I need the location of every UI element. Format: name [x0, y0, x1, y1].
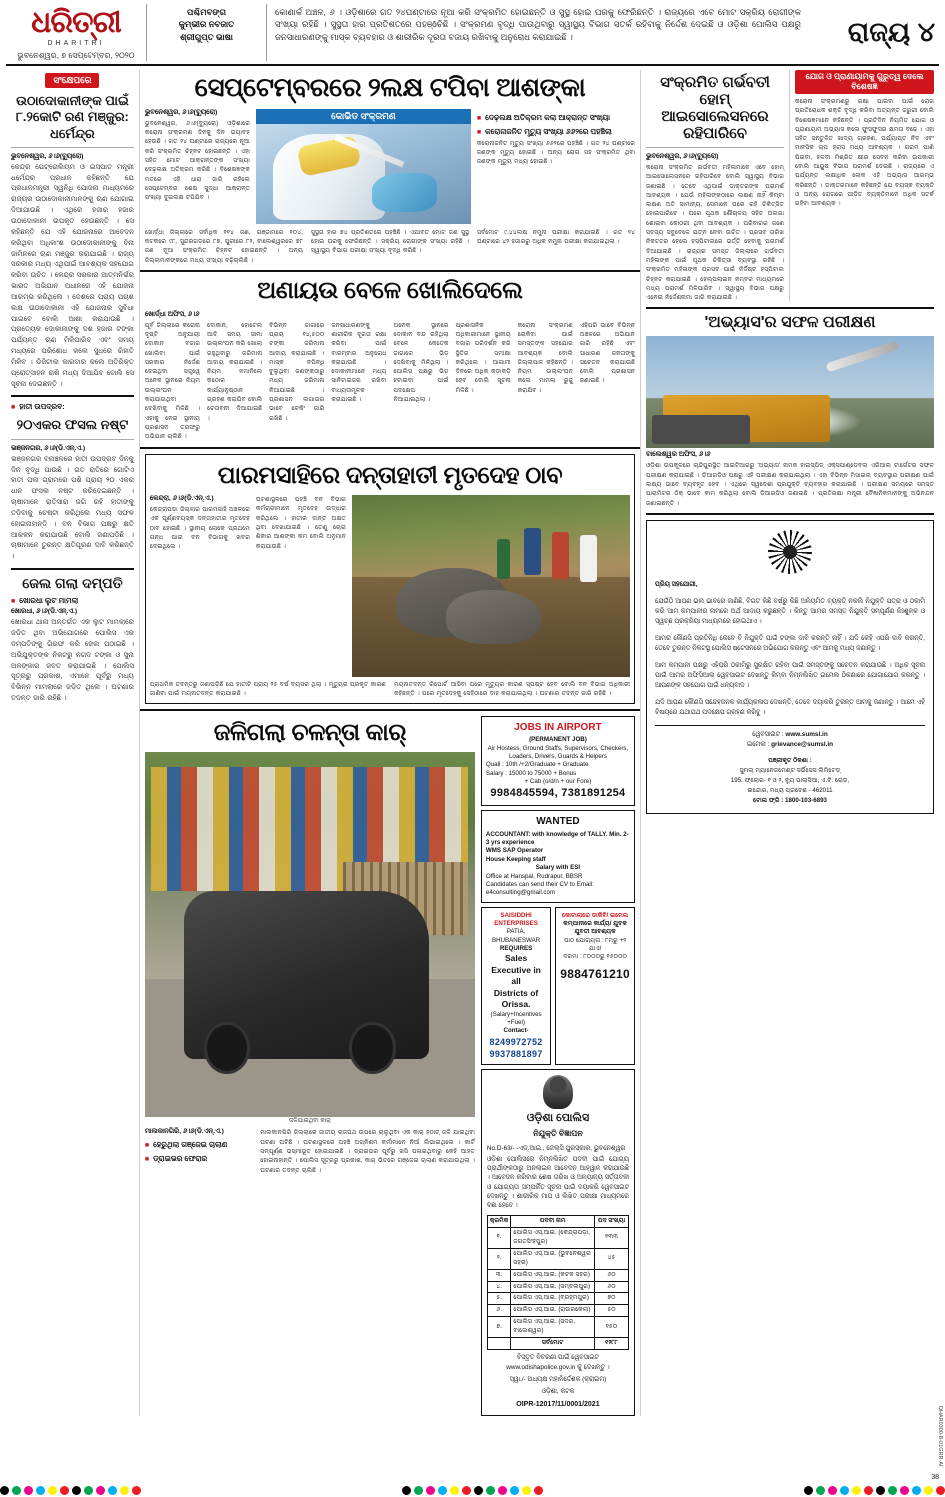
- third-col-1: କେନ୍ଦ୍ରାପଡ଼ା ଜିଲ୍ଲାର ପାରମସାହି ଅଞ୍ଚଳରେ ଏକ ପୂର୍ଣ୍ଣବୟସ୍କ ଦନ୍ତାହାତୀର ମୃତଦେହ ଠାବ ହୋଇଛି । ସ୍ଥାନୀୟ ଲୋକେ ପ୍ରଥମେ ଗନ୍ଧ ପାଇ ବନ ବିଭାଗକୁ ଖବର ଦେଇଥିଲେ ।: [149, 506, 250, 551]
- police-row-post: ପୋଲିସ ଏସ୍.ଆଇ. (ସମ୍ବଲପୁର): [511, 1281, 595, 1293]
- sumul-address-line-2: 195. ଫ୍ଲୋର- ୧ ଓ ୨, ନ୍ୟୁ ପାଲାସିଆ, ଏ.ବି. ରୋଡ,: [730, 776, 850, 784]
- third-headline: ପାରମସାହିରେ ଦନ୍ତାହାତୀ ମୃତଦେହ ଠାବ: [217, 461, 563, 489]
- left-story-1-byline: ଭୁବନେଶ୍ୱର, ୬।୬(ବ୍ୟୁରୋ): [11, 152, 84, 160]
- police-total-count: ୧୨୮୮: [595, 1338, 629, 1350]
- sumul-email-value[interactable]: grievance@sumsl.in: [771, 740, 834, 748]
- section-name: ରାଜ୍ୟ: [847, 16, 911, 47]
- right-story-1-text: କରୋନା ସଂକ୍ରମିତ ଗର୍ଭବତୀ ମହିଳାମାନେ ଏବେ ହୋମ୍ ଆଇସୋଲେସନରେ ରହିପାରିବେ ବୋଲି ସ୍ୱାସ୍ଥ୍ୟ ବିଭାଗ ଜଣାଇଛି । ତେବେ ଏଥିପାଇଁ ଡାକ୍ତରଙ୍କ ପରାମର୍ଶ ଆବଶ୍ୟକ । ଯେଉଁ ମହିଳାଙ୍କଠାରେ ଲକ୍ଷଣ ନାହିଁ କିମ୍ବା ଲକ୍ଷଣ ଅତି ସାମାନ୍ୟ, ସେମାନେ ଘରେ ରହି ଚିକିତ୍ସିତ ହୋଇପାରିବେ । ଘରେ ପୃଥକ ଶୌଚାଳୟ ସହିତ ଅଲଗା ଶୋଇବା କୋଠରୀ ଥିବା ଆବଶ୍ୟକ । ପରିବାରର ଜଣେ ସଦସ୍ୟ ସବୁବେଳେ ଯତ୍ନ ନେବା ଉଚିତ । ପ୍ରସବ ତାରିଖ ନିକଟତର ହେଲେ ହସ୍ପିଟାଲରେ ଭର୍ତ୍ତି ହେବାକୁ ପରାମର୍ଶ ଦିଆଯାଇଛି । ରାଜ୍ୟର ସମସ୍ତ ଜିଲ୍ଲାରେ ଗର୍ଭବତୀ ମହିଳାଙ୍କ ପାଇଁ ପୃଥକ ଚିକିତ୍ସା ବ୍ୟବସ୍ଥା ରହିଛି । ସଂକ୍ରମିତ ମହିଳାଙ୍କ ପ୍ରସବ ପାଇଁ ନିର୍ଦ୍ଦିଷ୍ଟ ହସ୍ପିଟାଲ ଚିହ୍ନଟ କରାଯାଇଛି । ହେଲ୍ପଲାଇନ ନମ୍ବର ମାଧ୍ୟମରେ ମଧ୍ୟ ପରାମର୍ଶ ମିଳିପାରିବ । ସ୍ୱାସ୍ଥ୍ୟ ବିଭାଗ ପକ୍ଷରୁ ଏନେଇ ନିର୍ଦ୍ଦେଶନାମା ଜାରି କରାଯାଇଛି ।: [646, 164, 784, 302]
- second-col-2: ଦୋକାନ, ହୋଟେଲ ଆଦି ସମୟ ସୀମା ଉଲ୍ଲଂଘନ କରି ଖୋଲା ରହୁଥିବାରୁ ଜରିମାନା ଆଦାୟ କରାଯାଇଛି । ନିୟମ ନମାନିଲେ କଠୋର କାର୍ଯ୍ୟାନୁଷ୍ଠାନ ଗ୍ରହଣ କରାଯିବ ବୋଲି ଚେତାବନୀ ଦିଆଯାଇଛି ।: [207, 321, 263, 422]
- police-th-count: ପଦ ସଂଖ୍ୟା: [595, 1215, 629, 1227]
- registration-dot: [414, 1486, 423, 1495]
- table-row: [487, 1305, 628, 1317]
- fourth-photo-caption: ଜଳିଯାଇଥିବା କାର୍: [289, 1118, 331, 1125]
- police-emblem-icon: [543, 1075, 573, 1109]
- logo-subtitle: DHARITRI: [47, 40, 105, 47]
- registration-dot: [96, 1486, 105, 1495]
- ad-odisha-police-recruitment[interactable]: [481, 1069, 635, 1416]
- police-row-count: ୧୫୦: [595, 1317, 629, 1338]
- third-byline: କେନ୍ଦ୍ରା, ୬।୬(ଡି.ଏନ୍.ଏ.): [149, 495, 214, 503]
- second-col-4: ଜନସାଧାରଣଙ୍କୁ ଶାରୀରିକ ଦୂରତା ରକ୍ଷା କରିବା ପାଇଁ ବାରମ୍ବାର ଅନୁରୋଧ କରାଯାଉଛି । ଦୋକାନୀମାନେ ମଧ୍ୟ ସାନିଟାଇଜର ରଖିବା ବାଧ୍ୟତାମୂଳକ କରାଯାଇଛି ।: [331, 321, 387, 404]
- ad-odia-line-3: ଯୁବତୀ ଆବଶ୍ୟକ: [574, 928, 616, 936]
- burnt-car-photo: [145, 752, 475, 1117]
- left-story-3-bullet: ■ ଖୋରଧା ଲୁଟ ମାମଲା: [11, 596, 134, 606]
- police-notice-no: No.D-63/- -ଏଡ୍‌.ଆଇ., ଜେଲ୍‌ସି ପୁରସ୍କାର, ଭୁବନେଶ୍ୱର: [486, 1144, 626, 1152]
- ad-odia-line-4: ପାଠ ଯୋଗ୍ୟତା : ୮ମରୁ +୨ ଯାଏ/: [563, 936, 627, 953]
- registration-dot: [108, 1486, 117, 1495]
- police-row-post: ପୋଲିସ ଏସ୍.ଆଇ. (ରାଉରକେଲା): [511, 1305, 595, 1317]
- fourth-text: ମାଲକାନଗିରି ଜିଲ୍ଲାରେ ଜାତୀୟ ରାଜପଥ ଉପରେ ଚାଲୁଥିବା ଏକ କାର୍ ହଠାତ୍ ଜଳି ଯାଇଥିବା ଘଟଣା ଘଟିଛି । ଘଟଣାସ୍ଥଳରେ ପହଞ୍ଚି ଅଗ୍ନିଶମ କର୍ମୀମାନେ ନିଆଁ ଲିଭାଇଥିଲେ । କାର୍ଟି ସମ୍ପୂର୍ଣ୍ଣ ଭସ୍ମୀଭୂତ ହୋଇଯାଇଛି । ଡ୍ରାଇଭର ପୂର୍ବରୁ ଖସି ପଳାଇଥିବାରୁ କେହି ଆହତ ହୋଇନାହାନ୍ତି । ପୋଲିସ ସୂତ୍ରରୁ ପ୍ରକାଶ, କାର୍ ଭିତରେ ଗଞ୍ଜେଇ ଚାଲାଣ କରାଯାଉଥିଲା । ଘଟଣାର ତଦନ୍ତ ଚାଲିଛି ।: [260, 1129, 475, 1174]
- ad-wanted-title: WANTED: [536, 816, 580, 828]
- sumul-salutation: ପ୍ରିୟ ସହଯୋଗୀ,: [655, 580, 698, 588]
- table-row: [487, 1269, 628, 1281]
- registration-dot: [12, 1486, 21, 1495]
- lead-story: [140, 73, 640, 265]
- ad-airport-subtitle: (PERMANENT JOB): [529, 736, 587, 744]
- police-row-count: ୬୦: [595, 1269, 629, 1281]
- masthead-summary: କୋଣାର୍କ ଅଞ୍ଚଳ, ୬ । ଓଡ଼ିଶାରେ ଗତ ୨୪ଘଣ୍ଟାରେ ନୂଆ କରି ସଂକ୍ରମିତ ହୋଇଛନ୍ତି ଓ ସୁସ୍ଥ ହୋଇ ଘରକୁ ଫେରିଛନ୍ତି । ରାଜ୍ୟରେ ଏବେ ମୋଟ ସକ୍ରିୟ ରୋଗୀଙ୍କ ସଂଖ୍ୟା ରହିଛି । ସୁସ୍ଥତା ହାର ପ୍ରତିଶତରେ ପହଞ୍ôଚିଛି । ସଂକ୍ରମଣ ବୃଦ୍ଧି ପାଉଥିବାରୁ ସ୍ୱାସ୍ଥ୍ୟ ବିଭାଗ ସତର୍କ ରହିବାକୁ ନିର୍ଦ୍ଦେଶ ଦେଇଛି ଓ ଓଡ଼ିଶା ପୋଲିସ ପକ୍ଷରୁ ଜନସାଧାରଣଙ୍କୁ ମାସ୍କ ବ୍ୟବହାର ଓ ଶାରୀରିକ ଦୂରତା ବଜାୟ ରଖିବାକୁ ଅନୁରୋଧ କରାଯାଇଛି ।: [266, 4, 809, 61]
- table-row: [487, 1281, 628, 1293]
- teaser-line-2: କୁମ୍ଭୀର ନବଜାତ: [178, 19, 235, 30]
- registration-dot: [72, 1486, 81, 1495]
- right-story-3-headline: 'ଅଭ୍ୟାସ'ର ସଫଳ ପରୀକ୍ଷଣ: [704, 314, 876, 332]
- left-story-1-text: କେନ୍ଦ୍ର ପେଟ୍ରୋଲିୟମ ଓ ଇସ୍ପାତ ମନ୍ତ୍ରୀ ଧର୍ମେନ୍ଦ୍ର ପ୍ରଧାନ କହିଛନ୍ତି ଯେ ପ୍ରଧାନମନ୍ତ୍ରୀ ସ୍ୱନିଧି ଯୋଜନା ମାଧ୍ୟମରେ ରାଜ୍ୟର ଉଠାଦୋକାନୀମାନଙ୍କୁ ଋଣ ଯୋଗାଇ ଦିଆଯାଉଛି । ଏଥିରେ ହଜାର ହଜାର ଉଠାଦୋକାନୀ ଉପକୃତ ହେଉଛନ୍ତି । ସେ କହିଛନ୍ତି ଯେ ଏହି ଯୋଜନାରେ ଆବେଦନ କରିଥିବା ଅଧିକାଂଶ ଉଠାଦୋକାନୀଙ୍କୁ ବିନା ଜାମିନରେ ଋଣ ମଞ୍ଜୁର କରାଯାଇଛି । ରାଜ୍ୟ ସରକାର ମଧ୍ୟ ଏଥିପାଇଁ ଆବଶ୍ୟକ ସହଯୋଗ କରିବା ଉଚିତ । କେନ୍ଦ୍ର ସରକାର ଆତ୍ମନିର୍ଭର ଭାରତ ଅଭିଯାନ ଅଧୀନରେ ଏହି ଯୋଜନା ଆରମ୍ଭ କରିଥିଲେ । ଦେଶରେ ପ୍ରାୟ ପଚାଶ ଲକ୍ଷ ଉଠାଦୋକାନୀ ଏହି ଯୋଜନାର ସୁବିଧା ପାଇବେ ବୋଲି ଆଶା କରାଯାଉଛି । ପ୍ରତ୍ୟେକ ଦୋକାନୀଙ୍କୁ ଦଶ ହଜାର ଟଙ୍କା ପର୍ଯ୍ୟନ୍ତ ଋଣ ମିଳିପାରିବ ଏବଂ ସମୟ ମଧ୍ୟରେ ପରିଶୋଧ କଲେ ସୁଧରେ ରିହାତି ମିଳିବ । ଡିଜିଟାଲ କାରବାର କଲେ ଅତିରିକ୍ତ ପ୍ରୋତ୍ସାହନ ରାଶି ମଧ୍ୟ ଦିଆଯିବ ବୋଲି ସେ ସୂଚନା ଦେଇଛନ୍ତି ।: [11, 163, 134, 388]
- registration-dots-right: [804, 1486, 945, 1495]
- registration-dot: [426, 1486, 435, 1495]
- registration-dot: [60, 1486, 69, 1495]
- police-row-post: ପୋଲିସ ଏସ୍.ଆଇ. (ଭୁବନେଶ୍ୱର ସହର): [511, 1248, 595, 1269]
- ad-airport-title: JOBS IN AIRPORT: [514, 721, 602, 733]
- left-story-2-byline: ଭଞ୍ଜନଗର, ୬।୬(ଡି.ଏନ୍.ଏ.): [11, 444, 86, 452]
- sumul-address-title: ପଞ୍ଜୀକୃତ ଠିକଣା :: [768, 757, 812, 765]
- police-row-count: ୫୦: [595, 1305, 629, 1317]
- registration-dot: [852, 1486, 861, 1495]
- left-story-2-text: ଭଞ୍ଜନଗର ବନାଞ୍ଚଳରେ ହାତୀ ଉପଦ୍ରବ ଦିନକୁ ଦିନ ବୃଦ୍ଧି ପାଉଛି । ଗତ ରାତିରେ ଗୋଟିଏ ହାତୀ ପଲ ଗ୍ରାମରେ ପଶି ପ୍ରାୟ ୨୦ ଏକର ଧାନ ଫସଲ ନଷ୍ଟ କରିଦେଇଛନ୍ତି । ଚାଷୀମାନେ ରାତିସାରା ଜଗି ରହି ହାତୀଙ୍କୁ ତଡ଼ିବାକୁ ଚେଷ୍ଟା କରିଥିଲେ ମଧ୍ୟ ସଫଳ ହୋଇନାହାନ୍ତି । ବନ ବିଭାଗ ପକ୍ଷରୁ କ୍ଷତି ଆକଳନ କରାଯାଉଛି ବୋଲି ଜଣାପଡ଼ିଛି । ଚାଷୀମାନେ ତୁରନ୍ତ କ୍ଷତିପୂରଣ ଦାବି କରିଛନ୍ତି ।: [11, 455, 134, 561]
- page-number: ୪: [917, 16, 935, 47]
- ad-airport-salary: Salary : 15000 to 75000 + Bonus: [485, 769, 577, 777]
- lead-col-4: ସର୍ବମୋଟ ୯,୪୪ଲକ୍ଷ ନମୁନା ପରୀକ୍ଷା କରାଯାଇଛି । ଗତ ୨୪ ଘଣ୍ଟାରେ ୪୨ ହଜାରରୁ ଅଧିକ ନମୁନା ପରୀକ୍ଷା କରାଯାଇଥିଲା ।: [476, 228, 635, 246]
- ad-wanted-salary: Salary with ESI: [535, 864, 581, 872]
- registration-dot: [816, 1486, 825, 1495]
- right-story-3: [641, 314, 939, 507]
- registration-dots-left: [0, 1486, 141, 1495]
- left-story-3-text: ଖୋରଧା ଥାନା ଅନ୍ତର୍ଗତ ଏକ ଲୁଟ ମାମଲାରେ ଜଡ଼ିତ ଥିବା ଅଭିଯୋଗରେ ପୋଲିସ ଏକ ଦମ୍ପତିଙ୍କୁ ଗିରଫ କରି ଜେଲ ପଠାଇଛି । ଅଭିଯୁକ୍ତଙ୍କ ନିକଟରୁ ନଗଦ ଟଙ୍କା ଓ ସୁନା ଅଳଙ୍କାର ଜବତ କରାଯାଇଛି । ପୋଲିସ ସୂତ୍ରରୁ ପ୍ରକାଶ, ଏମାନେ ପୂର୍ବରୁ ମଧ୍ୟ ବିଭିନ୍ନ ମାମଲାରେ ଜଡ଼ିତ ଥିଲେ । ଘଟଣାର ତଦନ୍ତ ଜାରି ରହିଛି ।: [11, 619, 134, 703]
- registration-dot: [132, 1486, 141, 1495]
- ad-airport-qual: Quali : 10th /+2/Graduate + Graduate: [485, 761, 589, 769]
- newspaper-logo: [6, 4, 146, 61]
- registration-dot: [474, 1486, 483, 1495]
- right-column: [640, 70, 939, 1416]
- logo-text: ଧରିତ୍ରୀ: [31, 6, 121, 39]
- ad-saisiddhi-phone-1[interactable]: 8249972752: [489, 1036, 543, 1047]
- registration-dot: [510, 1486, 519, 1495]
- table-row: [487, 1293, 628, 1305]
- sumul-para-3: ଆମ କମ୍ପାନୀ ପକ୍ଷରୁ ଏହିପରି ଠକାମିରୁ ସୁରକ୍ଷିତ ରହିବା ପାଇଁ ସମସ୍ତଙ୍କୁ ସଚେତନ କରାଯାଉଛି । ଅଧିକ ସୂଚନା ପାଇଁ ଆମର ଅଫିସିଆଲ ୱେବସାଇଟ ଦେଖନ୍ତୁ କିମ୍ବା ନିମ୍ନଲିଖିତ ଇମେଲ ଠିକଣାରେ ଯୋଗାଯୋଗ କରନ୍ତୁ । ଆପଣଙ୍କ ସହଯୋଗ ପାଇଁ ଧନ୍ୟବାଦ ।: [655, 661, 925, 690]
- covid-lab-photo: [256, 109, 471, 224]
- right-story-2-kicker: ଯୋଗ ଓ ପ୍ରାଣାୟାମକୁ ଗୁରୁତ୍ୱ ଦେଲେ ବିଶେଷଜ୍ଞ: [795, 70, 934, 94]
- right-col-b: [789, 70, 939, 302]
- registration-dot: [36, 1486, 45, 1495]
- registration-dot: [84, 1486, 93, 1495]
- police-row-sl: ୭.: [487, 1317, 510, 1338]
- police-row-sl: ୬.: [487, 1305, 510, 1317]
- edition-date: ଭୁବନେଶ୍ୱର, ୭ ସେପ୍ଟେମ୍ବର, ୨୦୨୦: [17, 51, 135, 60]
- registration-dot: [840, 1486, 849, 1495]
- third-col-2: ଘଟଣାସ୍ଥଳରେ ପହଞ୍ଚି ବନ ବିଭାଗ କର୍ମଚାରୀମାନେ ମୃତଦେହ ଉଦ୍ଧାର କରିଥିଲେ । ହାତୀର ଦାନ୍ତ ଅକ୍ଷତ ଥିବା ଦେଖାଯାଇଛି । ତେଣୁ ଚୋରା ଶିକାର ଆଶଙ୍କା କମ ବୋଲି ଅନୁମାନ କରାଯାଉଛି ।: [255, 496, 346, 550]
- registration-dot: [876, 1486, 885, 1495]
- police-row-sl: ୧.: [487, 1227, 510, 1248]
- police-row-post: ପୋଲିସ ଏସ୍.ଆଇ. (କଟକ ସହର): [511, 1269, 595, 1281]
- sumul-para-2: ଆମର କୌଣସି ପ୍ରତିନିଧି କେବେ ବି ନିଯୁକ୍ତି ପାଇଁ ଟଙ୍କା ଦାବି କରନ୍ତି ନାହିଁ । ଯଦି କେହି ଏପରି ଦାବି କରନ୍ତି, ତେବେ ତୁରନ୍ତ ନିକଟସ୍ଥ ପୋଲିସ ଷ୍ଟେସନରେ ଅଭିଯୋଗ କରନ୍ତୁ ଏବଂ ଆମକୁ ମଧ୍ୟ ଜଣାନ୍ତୁ ।: [655, 634, 925, 652]
- right-story-3-byline: ବାଲେଶ୍ୱର ଅଫିସ, ୬।୬: [646, 451, 711, 459]
- lead-col-1: ଭୁବନେଶ୍ୱର, ୬।୬(ବ୍ୟୁରୋ) ଓଡ଼ିଶାରେ କରୋନା ସଂକ୍ରମଣ ଦିନକୁ ଦିନ ଭୟାବହ ହେଉଛି । ଗତ ୨୪ ଘଣ୍ଟାରେ ରାଜ୍ୟରେ ନୂଆ କରି ସଂକ୍ରମିତ ଚିହ୍ନଟ ହୋଇଛନ୍ତି । ଏହା ସହିତ ମୋଟ ଆକ୍ରାନ୍ତଙ୍କ ସଂଖ୍ୟା ଦେଢ଼ଲକ୍ଷ ଅତିକ୍ରମ କରିଛି । ବିଶେଷଜ୍ଞଙ୍କ ମତରେ ଏହି ଧାରା ଜାରି ରହିଲେ ସେପ୍ଟେମ୍ବର ଶେଷ ସୁଦ୍ଧା ଆକ୍ରାନ୍ତ ସଂଖ୍ୟା ଦୁଇଲକ୍ଷ ଟପିଯିବ ।: [144, 119, 250, 202]
- police-row-sl: ୪.: [487, 1281, 510, 1293]
- ad-saisiddhi-line-3: REQUIRES: [499, 945, 533, 953]
- police-row-post: ପୋଲିସ ଏସ୍.ଆଇ. (ବ୍ରହ୍ମପୁର): [511, 1293, 595, 1305]
- sumul-address-line-1: ସୁମଲ୍ ମ୍ୟାନେଜମେଣ୍ଟ ସର୍ଭିସେସ ଲିମିଟେଡ୍: [739, 767, 841, 775]
- lead-byline: ଭୁବନେଶ୍ୱର, ୬।୬(ବ୍ୟୁରୋ): [144, 108, 218, 116]
- registration-dot: [828, 1486, 837, 1495]
- registration-dot: [888, 1486, 897, 1495]
- second-col-5: ଅନେକ ସ୍ଥାନରେ ଦୋକାନ ବନ୍ଦ ରହିଥିଲା ବେଳେ କେତେକ ଜାଗାରେ ଭିଡ଼ ଦେଖିବାକୁ ମିଳିଥିଲା । ପୋଲିସ ପକ୍ଷରୁ ଭିଡ଼ ହଟାଇବା ପାଇଁ ପଦକ୍ଷେପ ନିଆଯାଇଥିଲା ।: [393, 321, 449, 404]
- classified-ads: [481, 716, 635, 1416]
- ad-wanted-line-2: WMS SAP Operator: [485, 847, 544, 855]
- left-story-2-headline: ୨୦ଏକର ଫସଲ ନଷ୍ଟ: [16, 417, 129, 433]
- police-th-sl: କ୍ରମିକ: [487, 1215, 510, 1227]
- police-row-post: ପୋଲିସ ଏସ୍.ଆଇ. (କେନ୍ଦ୍ରାପଡ଼ା, ଜଗତସିଂହପୁର): [511, 1227, 595, 1248]
- fourth-bullet-2: ■ ଡ୍ରାଇଭର ଫେରାର: [145, 1154, 252, 1164]
- lead-col-2: ଖୋର୍ଦ୍ଧା ଜିଲ୍ଲାରେ ସର୍ବାଧିକ ୧୧୪ ଜଣ, ଗଞ୍ଜାମରେ ୧୦୪, କଟକରେ ୯୮, ସୁନ୍ଦରଗଡ଼ରେ ୮୭, ପୁରୀରେ ୮୨, ବାଲେଶ୍ୱରରେ ୭୮ ଜଣ ନୂଆ ସଂକ୍ରମିତ ଚିହ୍ନଟ ହୋଇଛନ୍ତି । ଅନ୍ୟ ଜିଲ୍ଲାମାନଙ୍କରେ ମଧ୍ୟ ସଂଖ୍ୟା ବଢ଼ିଚାଲିଛି ।: [144, 228, 303, 264]
- police-footer-signature: ସ୍ୱା./- ଅଧ୍ୟକ୍ଷ ମହାନିର୍ଦ୍ଦେଶକ (କ୍ରାଇମ): [509, 1375, 607, 1383]
- ad-saisiddhi-contact-label: Contact-: [503, 1027, 529, 1035]
- registration-dots-center: [402, 1486, 543, 1495]
- left-story-1-headline: ଉଠାଦୋକାନୀଙ୍କ ପାଇଁ ୮.୨କୋଟି ରଣ ମଞ୍ଜୁର: ଧର୍ମେନ୍ଦ୍ର: [16, 93, 129, 141]
- sumul-address-line-3: ଇନ୍ଦୋର, ମଧ୍ୟ ପ୍ରଦେଶ - 462011: [747, 786, 833, 794]
- left-story-3-kicker: ଜେଲ ଗଲା ଦମ୍ପତି: [22, 575, 123, 592]
- third-story: [145, 454, 635, 704]
- page-grid: [6, 70, 939, 1416]
- second-story: [140, 277, 640, 441]
- police-total-label: ସର୍ବମୋଟ: [511, 1338, 595, 1350]
- ad-wanted[interactable]: [481, 810, 635, 902]
- ad-wanted-line-1: ACCOUNTANT: with knowledge of TALLY. Min. 2-3 yrs experience: [485, 830, 629, 847]
- teaser-line-1: ପଶ୍ଚିମବଙ୍ଗ: [187, 7, 226, 17]
- masthead-teaser: [146, 4, 266, 61]
- elephant-carcass-photo: [352, 495, 630, 677]
- sumul-para-1: ଯେଉଁଠି ଆପଣ ଭଲ ଭାବରେ ଜାଣିଛି, ବିଗତ କିଛି ବର୍ଷରୁ କିଛି ଅନିୟମିତ ବ୍ୟକ୍ତି ନକଲି ନିଯୁକ୍ତି ପତ୍ର ଓ ଠକାମି କରି ଆମ କମ୍ପାନୀର ନାମରେ ଅର୍ଥ ଆଦାୟ କରୁଛନ୍ତି । କିନ୍ତୁ ଆମର ସମସ୍ତ ନିଯୁକ୍ତି ସମ୍ପୂର୍ଣ୍ଣ ନିଃଶୁଳ୍କ ଓ ସ୍ୱଚ୍ଛ ପ୍ରକ୍ରିୟା ମାଧ୍ୟମରେ ହୋଇଥାଏ ।: [655, 597, 925, 626]
- sumul-toll-free[interactable]: ଟୋଲ ଫ୍ରି : 1800-103-6893: [752, 796, 827, 804]
- ad-saisiddhi-line-2: PATIA, BHUBANESWAR: [491, 928, 541, 944]
- registration-dot: [864, 1486, 873, 1495]
- ad-saisiddhi-title: SAISIDDHI ENTERPRISES: [494, 911, 538, 927]
- fourth-row: [140, 716, 640, 1416]
- abhyas-launch-photo: [646, 336, 934, 448]
- photo-label-covid: କୋଭିଡ ସଂକ୍ରମଣ: [256, 109, 471, 124]
- police-th-post: ପଦବୀ ନାମ: [511, 1215, 595, 1227]
- ad-saisiddhi[interactable]: [481, 907, 551, 1066]
- sun-logo-icon: [768, 530, 812, 574]
- ad-wanted-contact[interactable]: Candidates can send their CV to Email: e4consulting@gmail.com: [485, 880, 594, 897]
- right-story-1-headline: ସଂକ୍ରମିତ ଗର୍ଭବତୀ ହୋମ୍ ଆଇସୋଲେସନରେ ରହିପାରିବେ: [660, 74, 770, 142]
- second-col-3: ବିଭିନ୍ନ ଜାଗାରେ ପ୍ରାୟ ୧୪,୫୦୦ ଟଙ୍କା ଜରିମାନା ଆଦାୟ କରାଯାଇଛି । ମାସ୍କ ନପିନ୍ଧି ବୁଲୁଥିବା ଜଣଙ୍କଠାରୁ ମଧ୍ୟ ଜରିମାନା ନିଆଯାଇଛି । ପ୍ରଶାସନ ଲଗାତାର ଭାବେ ଚେକିଂ ଜାରି ରଖିଛି ।: [269, 321, 325, 422]
- police-row-count: ୬୦: [595, 1281, 629, 1293]
- registration-dot: [498, 1486, 507, 1495]
- ad-odia-job[interactable]: [555, 907, 635, 1066]
- brief-badge: ସଂକ୍ଷେପରେ: [45, 73, 99, 88]
- ad-odia-line-1: କୋଟାଲାରେ ଡାକିବି/ ଇମେଲ: [561, 911, 629, 919]
- right-story-3-text: ଓଡ଼ିଶା ଉପକୂଳରେ ଚାନ୍ଦିପୁରସ୍ଥିତ ଆଇଟିଆରରୁ 'ଅଭ୍ୟାସ' ନାମକ ହାଇସ୍ପିଡ୍ ଏକ୍ସପାଣ୍ଡେବଲ ଏରିଆଲ ଟାର୍ଗେଟର ସଫଳ ପରୀକ୍ଷଣ କରାଯାଇଛି । ଡିଆରଡିଓ ପକ୍ଷରୁ ଏହି ପରୀକ୍ଷଣ କରାଯାଇଥିଲା । ଏହା ବିଭିନ୍ନ ମିସାଇଲ ବ୍ୟବସ୍ଥାର ପରୀକ୍ଷଣ ପାଇଁ ଲକ୍ଷ୍ୟ ଭାବେ ବ୍ୟବହୃତ ହେବ । ଏଥିରେ ସ୍ୱଦେଶୀ ପ୍ରଯୁକ୍ତି ବ୍ୟବହାର କରାଯାଇଛି । ପରୀକ୍ଷଣ ସମୟରେ ସମସ୍ତ ପାରାମିଟର ଠିକ୍ ଭାବେ କାମ କରିଥିଲା ବୋଲି ଡିଆରଡିଓ ଜଣାଇଛି । ପ୍ରତିରକ୍ଷା ମନ୍ତ୍ରୀ ବୈଜ୍ଞାନିକମାନଙ୍କୁ ଅଭିନନ୍ଦନ ଜଣାଇଛନ୍ତି ।: [646, 462, 934, 507]
- table-row: [487, 1317, 628, 1338]
- ad-saisiddhi-role: Sales Executive in all: [491, 953, 541, 987]
- police-row-count: ୧୩୩: [595, 1227, 629, 1248]
- table-row: [487, 1248, 628, 1269]
- second-col-7: କରୋନା ସଂକ୍ରମଣ ରୋକିବା ପାଇଁ ସମସ୍ତଙ୍କ ସହଯୋଗ ଆବଶ୍ୟକ ବୋଲି ଜିଲ୍ଲାପାଳ କହିଛନ୍ତି । ନିୟମ ଉଲ୍ଲଂଘନ କଲେ ମାମଲା ରୁଜୁ କରାଯିବ ।: [517, 321, 573, 394]
- lead-col-3: ସୁସ୍ଥତା ହାର ୭୪ ପ୍ରତିଶତରେ ପହଞ୍ଚିଛି । ଏଯାବତ ମୋଟ ଜଣ ସୁସ୍ଥ ହୋଇ ଘରକୁ ଫେରିଛନ୍ତି । ସକ୍ରିୟ ରୋଗୀଙ୍କ ସଂଖ୍ୟା ରହିଛି । ସ୍ୱାସ୍ଥ୍ୟ ବିଭାଗ ପରୀକ୍ଷା ସଂଖ୍ୟା ବୃଦ୍ଧି କରିଛି ।: [310, 228, 469, 255]
- second-col-8: ଏହିପରି ଭାବେ ବିଭିନ୍ନ ଅଞ୍ଚଳରେ ଅଭିଯାନ ଜାରି ରହିଛି ଏବଂ ସାଧାରଣ ଜନତାଙ୍କୁ ସଚେତନ କରାଯାଉଛି ବୋଲି ପ୍ରଶାସନ ଜଣାଇଛି ।: [579, 321, 636, 385]
- ad-jobs-in-airport[interactable]: [481, 716, 635, 807]
- right-story-1-byline: ଭୁବନେଶ୍ୱର, ୬।୬(ବ୍ୟୁରୋ): [646, 153, 719, 160]
- right-story-2-text: କରୋନା ସଂକ୍ରମଣରୁ ରକ୍ଷା ପାଇବା ପାଇଁ ରୋଗ ପ୍ରତିରୋଧକ ଶକ୍ତି ବୃଦ୍ଧି କରିବା ଅତ୍ୟନ୍ତ ଜରୁରୀ ବୋଲି ବିଶେଷଜ୍ଞମାନେ କହିଛନ୍ତି । ପ୍ରତିଦିନ ନିୟମିତ ଯୋଗ ଓ ପ୍ରାଣାୟାମ ଅଭ୍ୟାସ କଲେ ଫୁସଫୁସର କ୍ଷମତା ବଢ଼େ । ଏହା ସହିତ ସନ୍ତୁଳିତ ଖାଦ୍ୟ ଗ୍ରହଣ, ପର୍ଯ୍ୟାପ୍ତ ନିଦ ଏବଂ ମାନସିକ ଚାପ ହ୍ରାସ ମଧ୍ୟ ଆବଶ୍ୟକ । ଗରମ ପାଣି ପିଇବା, ହଳଦୀ ମିଶ୍ରିତ କ୍ଷୀର ସେବନ କରିବା ଉପକାରୀ ବୋଲି ଆୟୁଷ ବିଭାଗ ପରାମର୍ଶ ଦେଇଛି । ରାଜ୍ୟରେ ଏ ପର୍ଯ୍ୟନ୍ତ ଲକ୍ଷାଧିକ ଲୋକ ଏହି ଅଭ୍ୟାସ ଆରମ୍ଭ କରିଛନ୍ତି । ଡାକ୍ତରମାନେ କହିଛନ୍ତି ଯେ ବୟସ୍କ ବ୍ୟକ୍ତି ଓ ଅନ୍ୟ ରୋଗରେ ପୀଡ଼ିତ ବ୍ୟକ୍ତିମାନେ ଅଧିକ ସତର୍କ ରହିବା ଆବଶ୍ୟକ ।: [795, 98, 934, 208]
- police-org-name: ଓଡ଼ିଶା ପୋଲିସ: [526, 1112, 590, 1125]
- police-footer-address: ଓଡ଼ିଶା, କଟକ: [541, 1388, 575, 1396]
- registration-dot: [402, 1486, 411, 1495]
- fourth-story: [145, 716, 475, 1416]
- registration-dot: [924, 1486, 933, 1495]
- ad-airport-extra: + Cab (o/d/n + our Fore): [524, 778, 592, 786]
- lead-col-5: କରୋନାଜନିତ ମୃତ୍ୟୁ ସଂଖ୍ୟା ୬୬୨ରେ ପହଞ୍ଚିଛି । ଗତ ୨୪ ଘଣ୍ଟାରେ ଜଣଙ୍କ ମୃତ୍ୟୁ ହୋଇଛି । ଅନ୍ୟ ରୋଗ ସହ ସଂକ୍ରମିତ ଥିବା ଜଣଙ୍କ ମୃତ୍ୟୁ ମଧ୍ୟ ହୋଇଛି ।: [476, 139, 635, 166]
- police-row-post: ପୋଲିସ ଏସ୍.ଆଇ. (ସଦର, ବାଲେଶ୍ୱର): [511, 1317, 595, 1338]
- police-row-sl: ୫.: [487, 1293, 510, 1305]
- left-column: [6, 70, 139, 1416]
- ad-wanted-office: Office at Hanspal, Rudrapur, BBSR: [485, 872, 583, 880]
- ad-odia-line-2: କମ୍ପାନୀରେ କାର୍ଯ୍ୟ/ ଯୁବକ: [563, 919, 627, 927]
- registration-dot: [24, 1486, 33, 1495]
- police-total-row: [487, 1338, 628, 1350]
- sumul-email-label: ଇମେଲ :: [746, 740, 770, 748]
- ad-odia-line-5: ଦରମା : ୮୦୦୦ରୁ ୧୫୦୦୦: [563, 953, 627, 961]
- registration-dot: [438, 1486, 447, 1495]
- police-oipr-code: OIPR-12017/11/0001/2021: [516, 1400, 600, 1408]
- registration-dot: [450, 1486, 459, 1495]
- ad-airport-body: Air Hostess, Ground Staffs, Supervisors, Checkers, Loaders, Drivers, Guards & Helpers: [487, 744, 629, 760]
- fourth-bullet-1: ■ ହେରୁଥିଲା ଗଞ୍ଜେଇ ଚାଲାଣ: [145, 1140, 252, 1150]
- third-col-3: ପ୍ରାଥମିକ ତଦନ୍ତରୁ ଜଣାପଡ଼ିଛି ଯେ ହାତୀଟି ପ୍ରାୟ ୨୫ ବର୍ଷ ବୟସର ଥିଲା । ମୃତ୍ୟୁର ପ୍ରକୃତ କାରଣ ଜାଣିବା ପାଇଁ ମୟନାତଦନ୍ତ କରାଯାଇଛି ।: [149, 681, 386, 698]
- lead-bullet-1: ■ ଦେଢ଼ଲକ୍ଷ ଅତିକ୍ରମ କଲା ଆକ୍ରାନ୍ତ ସଂଖ୍ୟା: [477, 113, 635, 123]
- fourth-byline: ମାଲକାନଗିରି, ୬।୬(ଡି.ଏନ୍.ଏ.): [144, 1128, 224, 1136]
- ad-saisiddhi-phone-2[interactable]: 9937881897: [489, 1048, 543, 1059]
- footer-page-code: 38: [931, 1474, 939, 1481]
- fourth-headline: ଜଳିଗଲା ଚଳନ୍ତା କାର୍: [213, 718, 407, 746]
- police-row-sl: ୩.: [487, 1269, 510, 1281]
- ad-airport-phone[interactable]: 9984845594, 7381891254: [490, 787, 626, 800]
- police-row-sl: ୨.: [487, 1248, 510, 1269]
- print-code: DHAR0300-B-01GRR-AI: [937, 1406, 943, 1467]
- second-col-1: ପୂର୍ବ ଜିଲ୍ଲାରେ କରୋନା ଦୃଷ୍ଟି ଅନୁଯାୟୀ ଦୋକାନ ବଜାର ଖୋଲିବା ପାଇଁ ସରକାର ନିର୍ଦ୍ଦେଶ ଦେଇଥିବା ସତ୍ତ୍ୱେ ଅନେକ ସ୍ଥାନରେ ନିୟମ ଉଲ୍ଲଂଘନ କରାଯାଉଥିବା ଦେଖିବାକୁ ମିଳିଛି । ଏହାକୁ ନେଇ ସ୍ଥାନୀୟ ପ୍ରଶାସନ ତରଫରୁ ଅଭିଯାନ ଚାଲିଛି ।: [144, 321, 201, 441]
- right-col-a: [641, 70, 789, 302]
- center-column: [139, 70, 640, 1416]
- sumul-para-4: ଯଦି ଆପଣ କୌଣସି ସନ୍ଦେହଜନକ କାର୍ଯ୍ୟକଳାପ ଦେଖନ୍ତି, ତେବେ ଦୟାକରି ତୁରନ୍ତ ଆମକୁ ଜଣାନ୍ତୁ । ଆମେ ଏହି ବିଷୟରେ ଯଥାଯଥ ପଦକ୍ଷେପ ଗ୍ରହଣ କରିବୁ ।: [655, 698, 925, 716]
- registration-dot: [462, 1486, 471, 1495]
- masthead: [6, 4, 939, 66]
- second-headline: ଅଣାୟଉ ବେଳେ ଖୋଲିଦେଲେ: [257, 277, 523, 305]
- registration-dot: [120, 1486, 129, 1495]
- third-col-4: ମୟନାତଦନ୍ତ ରିପୋର୍ଟ ଆସିବା ପରେ ମୃତ୍ୟୁର କାରଣ ସ୍ପଷ୍ଟ ହେବ ବୋଲି ବନ ବିଭାଗ ଅଧିକାରୀ କହିଛନ୍ତି । ପରେ ମୃତଦେହକୁ ସେହିଠାରେ ଦାହ କରାଯାଇଥିଲା । ଘଟଣାର ତଦନ୍ତ ଜାରି ରହିଛି ।: [393, 681, 631, 698]
- registration-dot: [912, 1486, 921, 1495]
- ad-odia-phone[interactable]: 9884761210: [560, 966, 630, 981]
- registration-dot: [900, 1486, 909, 1495]
- police-row-count: ୭୦: [595, 1293, 629, 1305]
- brief-badge-wrap: [11, 70, 134, 88]
- second-byline: ଖୋର୍ଦ୍ଧା ଅଫିସ, ୬।୬: [144, 310, 200, 318]
- left-story-2-kicker: ■ ହାତୀ ଉପଦ୍ରବ:: [11, 402, 134, 412]
- registration-dot: [522, 1486, 531, 1495]
- sumul-website-label: ୱେବସାଇଟ :: [752, 730, 784, 738]
- registration-dot: [804, 1486, 813, 1495]
- registration-dot: [0, 1486, 9, 1495]
- police-footer-website[interactable]: ବିସ୍ତୃତ ବିବରଣୀ ପାଇଁ ୱେବସାଇଟ www.odishapolice.gov.in କୁ ଦେଖନ୍ତୁ ।: [506, 1354, 610, 1371]
- table-row: [487, 1227, 628, 1248]
- lead-bullet-2: ■ କରୋନାଜନିତ ମୃତ୍ୟୁ ସଂଖ୍ୟା ୬୬୨ରେ ପହଞ୍ଚିଲା: [477, 127, 635, 137]
- teaser-line-3: ଶ୍ରୀଗୁପ୍ତ ଭାଷା: [180, 31, 233, 42]
- ad-sumul-notice[interactable]: [646, 520, 934, 814]
- registration-dot: [486, 1486, 495, 1495]
- left-story-3-byline: ଖୋରଧା, ୬।୬(ଡି.ଏନ୍.ଏ.): [11, 608, 78, 616]
- second-col-6: ପ୍ରଶାସନିକ ଅଧିକାରୀମାନେ ସ୍ଥାନୀୟ ବଜାର ପରିଦର୍ଶନ କରି ସ୍ଥିତିର ସମୀକ୍ଷା କରିଥିଲେ । ଆଗାମୀ ଦିନରେ ଅଧିକ କଡ଼ାକଡ଼ି ହେବ ବୋଲି ସୂଚନା ମିଳିଛି ।: [455, 321, 511, 394]
- ad-saisiddhi-pay: (Salary+Incentives +Fuel): [490, 1010, 542, 1027]
- section-title: [809, 17, 939, 49]
- registration-dot: [48, 1486, 57, 1495]
- ad-saisiddhi-role-2: Districts of Orissa.: [493, 987, 539, 1010]
- print-registration-bar: [0, 1483, 945, 1497]
- registration-dot: [936, 1486, 945, 1495]
- lead-headline: ସେପ୍ଟେମ୍ବରରେ ୨ଲକ୍ଷ ଟପିବା ଆଶଙ୍କା: [194, 72, 586, 102]
- sumul-website-value[interactable]: www.sumsl.in: [785, 730, 828, 738]
- police-ad-title: ନିଯୁକ୍ତି ବିଜ୍ଞାପନ: [533, 1129, 583, 1139]
- ad-wanted-line-3: House Keeping staff: [485, 855, 546, 863]
- police-vacancy-table: [487, 1215, 629, 1351]
- police-row-count: ୪୫: [595, 1248, 629, 1269]
- police-table-header-row: [487, 1215, 628, 1227]
- police-intro: ଓଡ଼ିଶା ପୋଲିସରେ ନିମ୍ନଲିଖିତ ପଦବୀ ପାଇଁ ଯୋଗ୍ୟ ପ୍ରାର୍ଥୀଙ୍କଠାରୁ ଅନଲାଇନ ଆବେଦନ ଆହ୍ୱାନ କରାଯାଉଛି । ଆବେଦନ କରିବାର ଶେଷ ତାରିଖ ଓ ଅନ୍ୟାନ୍ୟ ସର୍ତ୍ତାବଳୀ ଓ ଯୋଗ୍ୟତା ସମ୍ପର୍କିତ ସୂଚନା ପାଇଁ ଦୟାକରି ୱେବସାଇଟ ଦେଖନ୍ତୁ । ଶାରୀରିକ ମାପ ଓ ଲିଖିତ ପରୀକ୍ଷା ମାଧ୍ୟମରେ ବଛା ହେବେ ।: [486, 1155, 629, 1210]
- registration-dot: [534, 1486, 543, 1495]
